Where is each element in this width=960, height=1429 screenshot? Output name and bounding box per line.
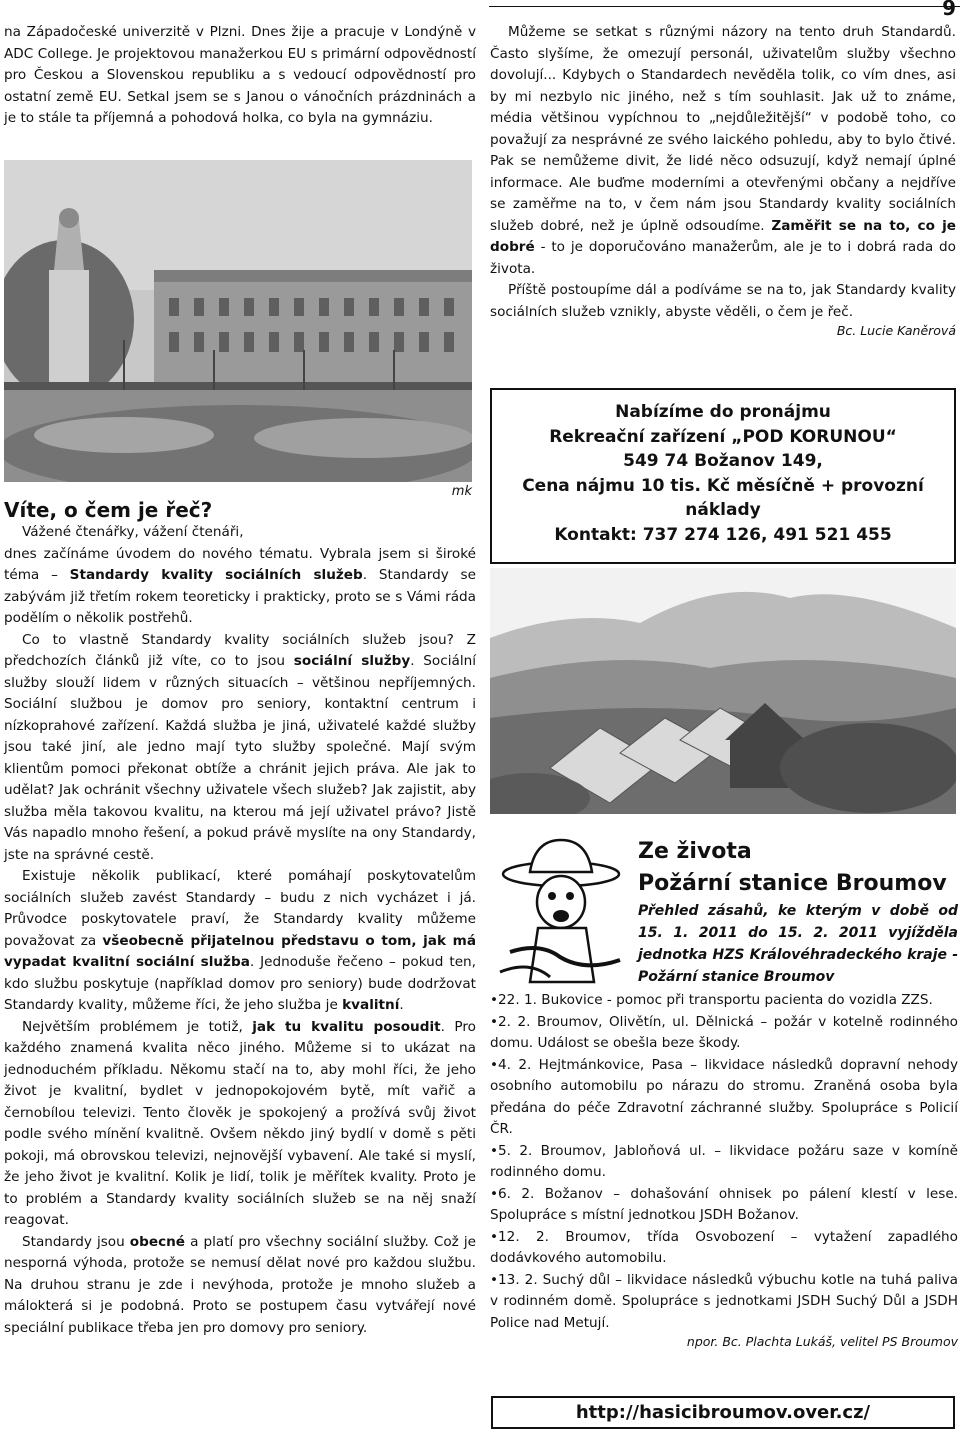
text-run: dnes začínáme úvodem do nového tématu. Vybrala jsem si široké téma – [4,545,476,583]
palace-photo [4,160,472,482]
article-greeting: Vážené čtenářky, vážení čtenáři, [22,524,244,540]
text-run: . [399,997,404,1013]
article-title: Víte, o čem je řeč? [4,498,213,522]
article-paragraph-1 [4,544,476,630]
fire-kicker: Ze života [638,839,752,864]
ad-line-3: 549 74 Božanov 149, [623,451,823,471]
text-run: . Jednoduše řečeno – pokud ten, kdo službu poskytuje (například domov pro seniory) bude dodržovat Standardy kvality, můžeme říci, že jeho služba je [4,954,476,1013]
cottages-photo [490,568,956,814]
text-run: Největším problémem je totiž, [22,1018,253,1035]
bold-run: Standardy kvality sociálních služeb [69,567,363,583]
incident-item: •6. 2. Božanov – dohašování ohnisek po pálení klestí v lese. Spolupráce s místní jednotkou JSDH Božanov. [490,1185,958,1223]
incident-item: •13. 2. Suchý důl – likvidace následků výbuchu kotle na tuhá paliva v rodinném domě. Spolupráce s jednotkami JSDH Suchý Důl a JSDH Police nad Metují. [490,1271,958,1331]
fire-website-link[interactable]: http://hasicibroumov.over.cz/ [491,1396,955,1429]
author-signature: Bc. Lucie Kaněrová [836,323,956,338]
ad-line-1: Nabízíme do pronájmu [615,402,831,422]
incident-item: •12. 2. Broumov, třída Osvobození – vytažení zapadlého dodávkového automobilu. [490,1228,958,1266]
article-paragraph-3 [4,866,476,1017]
text-run: a platí pro všechny sociální služby. Což je nesporná výhoda, protože se nemusí dělat nové pro každou službu. Na druhou stranu je zde i nevýhoda, protože je mnoho služeb a málokterá si je podobná. Proto se postupem času vytvářejí nové speciální publikace třeba jen pro domovy pro seniory. [4,1233,476,1336]
page-number: 9 [942,0,956,20]
text-run: - to je doporučováno manažerům, ale je to i dobrá rada do života. [490,239,956,277]
bold-run: jak tu kvalitu posoudit [252,1018,441,1035]
article-credit: mk [451,484,472,499]
article-paragraph-5 [4,1232,476,1340]
right-paragraph-1 [490,22,956,280]
bold-run: Zaměřit se na to, co je dobré [490,217,956,255]
text-run: Standardy jsou [22,1233,130,1250]
article-paragraph-4 [4,1017,476,1232]
firefighter-illustration [490,832,632,988]
bold-run: obecné [129,1233,186,1250]
right-paragraph-2: Příště postoupíme dál a podíváme se na to, jak Standardy kvality sociálních služeb vznikly, abyste věděli, o čem je řeč. [490,282,956,320]
ad-line-4: Cena nájmu 10 tis. Kč měsíčně + provozní náklady [522,475,924,520]
incident-item: •22. 1. Bukovice - pomoc při transportu pacienta do vozidla ZZS. [490,992,933,1008]
bold-run: sociální služby [293,653,411,669]
incident-item: •5. 2. Broumov, Jabloňová ul. – likvidace požáru saze v komíně rodinného domu. [490,1142,958,1180]
bold-run: všeobecně přijatelnou představu o tom, jak má vypadat kvalitní sociální služba [4,932,476,970]
fire-section-header [638,836,958,988]
header-rule [489,6,960,7]
text-run: . Standardy se zabývám již třetím rokem teoreticky i prakticky, proto se s Vámi ráda podělím o několik postřehů. [4,567,477,626]
text-run: Existuje několik publikací, které pomáhají poskytovatelům sociálních služeb zavést Standardy – budu z nich vycházet i já. Průvodce poskytovatele praví, že Standardy kvality můžeme považovat za [4,868,476,949]
article-standards [4,484,476,1339]
ad-line-5: Kontakt: 737 274 126, 491 521 455 [554,524,892,545]
fire-title: Požární stanice Broumov [638,871,947,896]
text-run: . Pro každého znamená kvalita něco jiného. Můžeme si to ukázat na jednoduchém příkladu. Někomu stačí na to, aby mohl říci, že jeho život je kvalitní, bydlet v jednopokojovém bytě, mít vařič a černobílou televizi. Tento člověk je spokojený a prožívá svůj život podle svého mínění kvalitně. Ovšem někdo jiný bydlí v domě s pěti pokoji, má obrovskou televizi, nejnovější vybavení. Ale také si myslí, že jeho život je kvalitní. Kolik je lidí, tolik je měřítek kvality. Proto je to problém a Standardy kvality sociálních služeb se na něj snaží reagovat. [4,1018,476,1228]
intro-paragraph: na Západočeské univerzitě v Plzni. Dnes žije a pracuje v Londýně v ADC College. Je projektovou manažerkou EU s primární odpovědností pro Českou a Slovenskou republiku a s vedoucí odpovědností pro ostatní země EU. Setkal jsem se s Janou o vánočních prázdninách a je to stále ta příjemná a pohodová holka, co byla na gymnáziu. [4,24,476,126]
fire-incident-list [490,990,958,1349]
article-standards-continuation [490,22,956,338]
incident-item: •4. 2. Hejtmánkovice, Pasa – likvidace následků dopravní nehody osobního automobilu po nárazu do stromu. Zraněná osoba byla předána do péče Zdravotní záchranné služby. Spolupráce s Policií ČR. [490,1056,958,1137]
article-paragraph-2 [4,630,476,867]
text-run: . Sociální služby slouží lidem v různých situacích – většinou nepříjemných. Sociální službou je domov pro seniory, kontaktní centrum i nízkoprahové zařízení. Každá služba je jiná, uživatelé každé služby jsou také jiní, ale jedno mají tyto služby společné. Mají svým klientům pomoci překonat obtíže a chránit jejich práva. Ale jak to udělat? Jak ochránit všechny uživatele všech služeb? Jak zajistit, aby služba měla takovou kvalitu, na kterou má její uživatel právo? Jistě Vás napadlo mnoho řešení, a pokud právě myslíte na ony Standardy, jste na správné cestě. [4,653,476,863]
fire-subtitle: Přehled zásahů, ke kterým v době od 15. 1. 2011 do 15. 2. 2011 vyjížděla jednotka HZS Královéhradeckého kraje - Požární stanice Broumov [638,903,958,985]
text-run: Co to vlastně Standardy kvality sociálních služeb jsou? Z předchozích článků již víte, co to jsou [4,631,476,669]
cottages-photo-art [490,568,956,814]
ad-line-2: Rekreační zařízení „POD KORUNOU“ [549,426,897,447]
firefighter-icon [490,832,632,988]
palace-photo-art [4,160,472,482]
intro-continuation [4,22,476,130]
bold-run: kvalitní [342,997,400,1013]
fire-signature: npor. Bc. Plachta Lukáš, velitel PS Broumov [686,1334,958,1349]
rental-ad-box [490,388,956,564]
text-run: Můžeme se setkat s různými názory na tento druh Standardů. Často slyšíme, že omezují personál, uživatelům služby všechno dovolují... Kdybych o Standardech nevěděla tolik, co vím dnes, asi by mi nezbylo nic jiného, než s tím souhlasit. Jak už to známe, média většinou vypíchnou to „nejdůležitější“ v podobě toho, co považují za nesprávné ze svého laického pohledu, aby to bylo čtivé. Pak se nemůžeme divit, že lidé něco odsuzují, když nemají úplné informace. Ale buďme moderními a otevřenými občany a nejdříve se zaměřme na to, v čem nám jsou Standardy kvality sociálních služeb dobré, než je úplně odsoudíme. [490,24,956,234]
incident-item: •2. 2. Broumov, Olivětín, ul. Dělnická – požár v kotelně rodinného domu. Událost se obešla beze škody. [490,1013,958,1051]
